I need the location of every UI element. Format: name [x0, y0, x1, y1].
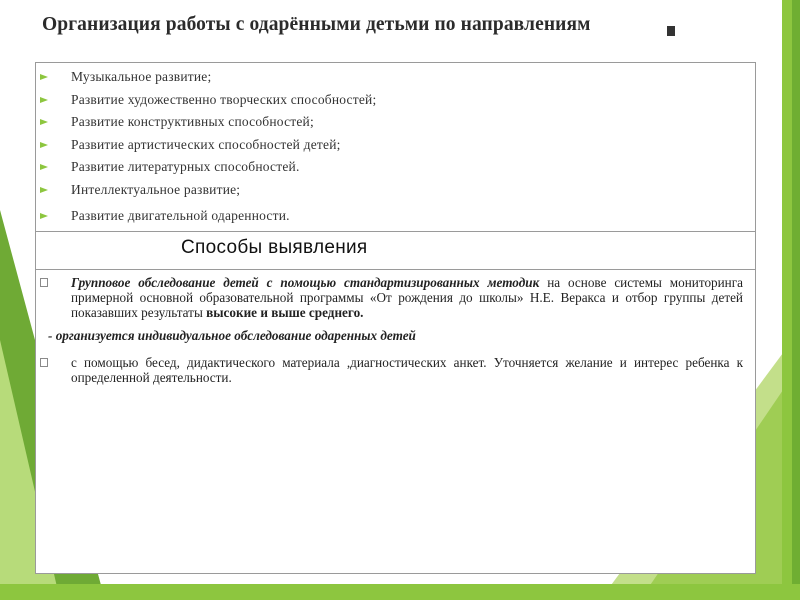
- list-item: [36, 114, 755, 137]
- arrow-bullet-icon: [40, 74, 48, 80]
- list-item-text: Развитие артистических способностей детей;: [71, 136, 341, 152]
- list-item-text: Музыкальное развитие;: [71, 69, 212, 84]
- paragraph-text: на основе системы мониторинга примерной основной образовательной программы «От рождения до школы» Н.Е. Веракса и отбор группы детей показавших результаты: [71, 275, 744, 321]
- list-item-text: Развитие двигательной одаренности.: [71, 207, 290, 223]
- list-item-text: Развитие художественно творческих способностей;: [71, 91, 377, 107]
- list-item-text: Интеллектуальное развитие;: [71, 181, 241, 197]
- list-item: [36, 69, 755, 92]
- directions-row: [36, 63, 755, 232]
- list-item-text: Развитие конструктивных способностей;: [71, 114, 314, 130]
- arrow-bullet-icon: [40, 142, 48, 148]
- paragraph-bold-result: высокие и выше среднего.: [206, 305, 364, 321]
- section-header-row: [36, 232, 755, 270]
- section-title: Способы выявления: [181, 237, 368, 258]
- list-item: [36, 182, 755, 205]
- square-bullet-icon: [40, 358, 48, 367]
- slide-title: Организация работы с одарёнными детьми по направлениям: [42, 14, 591, 35]
- arrow-bullet-icon: [40, 187, 48, 193]
- square-bullet-icon: [40, 278, 48, 287]
- arrow-bullet-icon: [40, 164, 48, 170]
- title-end-mark: [667, 26, 675, 36]
- right-dark-strip: [792, 0, 800, 600]
- arrow-bullet-icon: [40, 97, 48, 103]
- methods-paragraph: с помощью бесед, дидактического материала ,диагностических анкет. Уточняется желание и интерес ребенка к определенной деятельности.: [71, 355, 743, 386]
- bottom-green-band: [0, 584, 800, 600]
- directions-list: [36, 69, 755, 230]
- individual-assessment-note: - организуется индивидуальное обследование одаренных детей: [48, 328, 416, 343]
- list-item: [36, 137, 755, 160]
- arrow-bullet-icon: [40, 213, 48, 219]
- list-item: [36, 159, 755, 182]
- content-table: [35, 62, 756, 574]
- list-item-text: Развитие литературных способностей.: [71, 159, 300, 175]
- methods-row: [36, 270, 755, 573]
- list-item: [36, 208, 755, 231]
- paragraph-lead: Групповое обследование детей с помощью стандартизированных методик: [71, 275, 540, 290]
- group-assessment-paragraph: [71, 275, 743, 321]
- list-item: [36, 92, 755, 115]
- arrow-bullet-icon: [40, 119, 48, 125]
